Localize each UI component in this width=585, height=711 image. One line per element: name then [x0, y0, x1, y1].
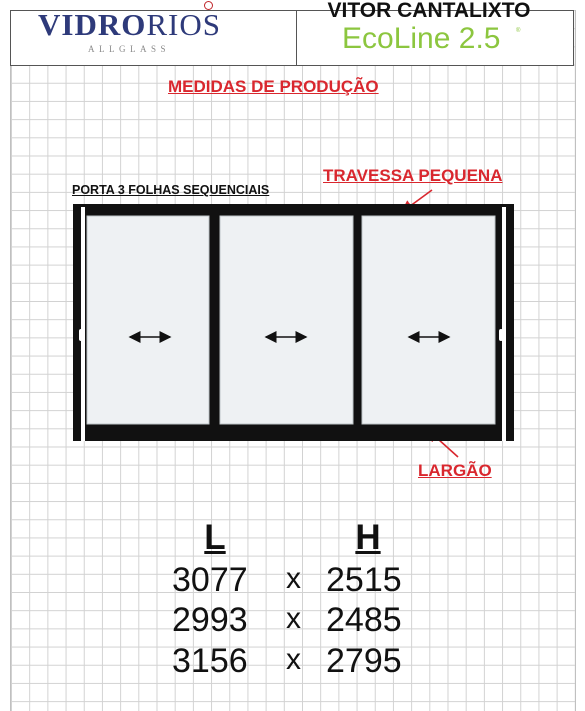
right-handle [499, 329, 503, 341]
height-value: 2485 [326, 601, 402, 639]
ecoline-version: 2.5 [458, 22, 501, 55]
separator: x [286, 643, 301, 676]
trademark-mark: ® [516, 28, 521, 34]
label-largao: LARGÃO [418, 461, 492, 480]
frame-right-gap [502, 207, 506, 441]
width-value: 3156 [172, 642, 248, 680]
glass-panel-right [362, 216, 495, 424]
ecoline-name: EcoLine [342, 22, 451, 55]
product-title: PORTA 3 FOLHAS SEQUENCIAIS [72, 183, 270, 197]
height-header: H [355, 518, 381, 557]
separator: x [286, 562, 301, 595]
logo-text-rios: RIOS [146, 7, 221, 42]
frame-left-gap [81, 207, 85, 441]
section-title: MEDIDAS DE PRODUÇÃO [168, 77, 379, 96]
left-handle [79, 329, 83, 341]
logo-subtitle: ALLGLASS [88, 44, 171, 54]
door-drawing [73, 204, 514, 441]
width-header: L [204, 518, 226, 557]
logo-text-vidro: VIDRO [38, 7, 147, 42]
glass-panel-center [220, 216, 353, 424]
width-value: 3077 [172, 561, 248, 599]
label-travessa: TRAVESSA PEQUENA [323, 166, 503, 185]
separator: x [286, 602, 301, 635]
client-name: VITOR CANTALIXTO [327, 0, 531, 22]
height-value: 2795 [326, 642, 402, 680]
glass-panel-left [87, 216, 209, 424]
height-value: 2515 [326, 561, 402, 599]
width-value: 2993 [172, 601, 248, 639]
